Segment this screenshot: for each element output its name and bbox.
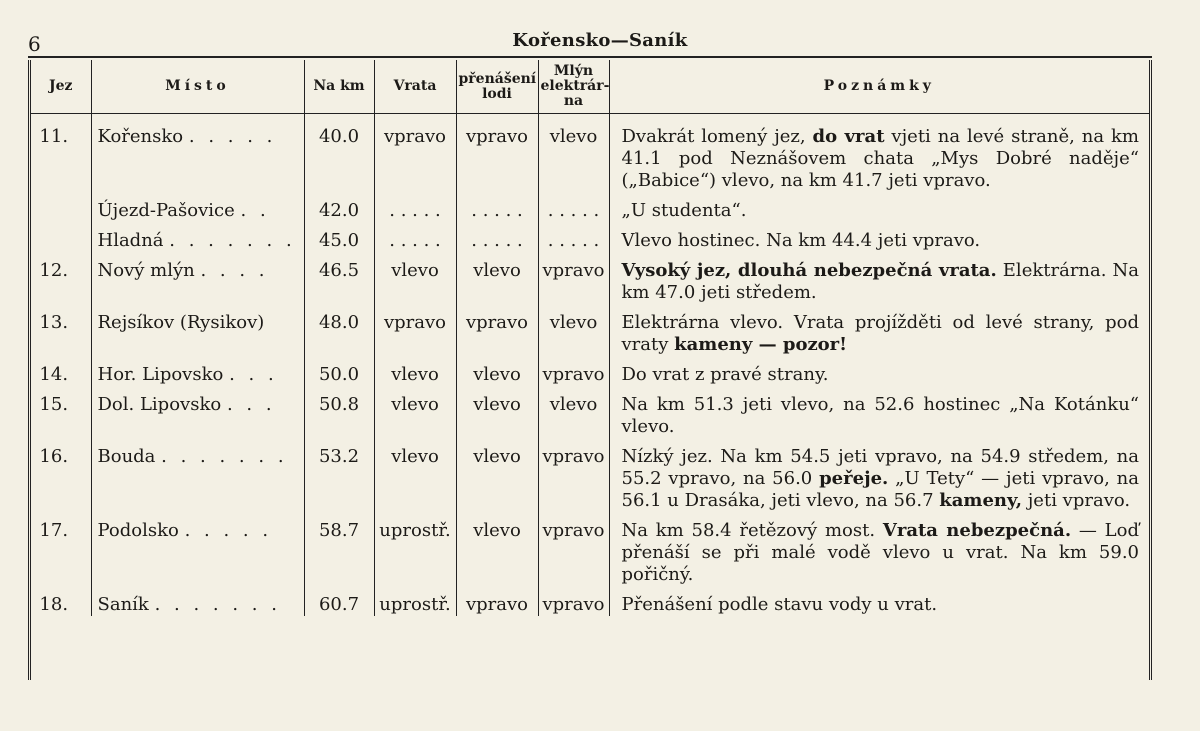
cell-na-km: 60.7 bbox=[304, 586, 374, 616]
note-text: vjeti na levé straně, na km 41.1 pod Neznášovem chata „Mys Dobré naděje“ („Babice“) vlevo, na km 41.7 jeti vpravo. bbox=[621, 126, 1139, 191]
place-name: Újezd-Pašovice bbox=[97, 200, 235, 221]
table-row bbox=[31, 114, 1149, 193]
cell-mlyn: vlevo bbox=[538, 386, 609, 438]
cell-poznamky bbox=[609, 438, 1149, 512]
cell-prenaseni: vpravo bbox=[456, 586, 538, 616]
weir-table-frame bbox=[28, 60, 1152, 680]
col-header-na-km: Na km bbox=[304, 60, 374, 114]
leader-dots: . . . . . . . bbox=[169, 230, 296, 251]
col-header-jez: Jez bbox=[31, 60, 91, 114]
cell-jez: 17. bbox=[31, 512, 91, 586]
cell-misto bbox=[91, 304, 304, 356]
place-name: Rejsíkov (Rysikov) bbox=[97, 312, 265, 333]
cell-na-km: 45.0 bbox=[304, 222, 374, 252]
leader-dots: . . . . . . . bbox=[161, 446, 288, 467]
cell-vrata: vpravo bbox=[374, 114, 456, 193]
place-name: Saník bbox=[97, 594, 149, 615]
note-emphasis: kameny — pozor! bbox=[674, 334, 848, 355]
note-emphasis: do vrat bbox=[812, 126, 885, 147]
col-header-prenaseni: přenášení lodi bbox=[456, 60, 538, 114]
note-text: jeti vpravo. bbox=[1022, 490, 1131, 511]
cell-mlyn: . . . . . bbox=[538, 192, 609, 222]
leader-dots: . . . bbox=[229, 364, 278, 385]
place-name: Hor. Lipovsko bbox=[97, 364, 224, 385]
cell-prenaseni: vlevo bbox=[456, 356, 538, 386]
cell-misto bbox=[91, 192, 304, 222]
place-name: Nový mlýn bbox=[97, 260, 195, 281]
note-text: Vlevo hostinec. Na km 44.4 jeti vpravo. bbox=[621, 230, 981, 251]
note-emphasis: peřeje. bbox=[819, 468, 889, 489]
cell-na-km: 40.0 bbox=[304, 114, 374, 193]
cell-jez bbox=[31, 222, 91, 252]
cell-mlyn: vlevo bbox=[538, 304, 609, 356]
cell-na-km: 42.0 bbox=[304, 192, 374, 222]
cell-misto bbox=[91, 512, 304, 586]
cell-vrata: uprostř. bbox=[374, 586, 456, 616]
cell-vrata: vlevo bbox=[374, 356, 456, 386]
cell-prenaseni: vlevo bbox=[456, 386, 538, 438]
cell-misto bbox=[91, 222, 304, 252]
col-header-mlyn: Mlýn elektrár- na bbox=[538, 60, 609, 114]
cell-prenaseni: vpravo bbox=[456, 304, 538, 356]
cell-vrata: . . . . . bbox=[374, 192, 456, 222]
cell-poznamky bbox=[609, 304, 1149, 356]
cell-misto bbox=[91, 114, 304, 193]
cell-mlyn: vpravo bbox=[538, 586, 609, 616]
note-text: Elektrárna. Na km 47.0 jeti středem. bbox=[621, 260, 1139, 303]
cell-poznamky bbox=[609, 586, 1149, 616]
cell-vrata: vlevo bbox=[374, 252, 456, 304]
cell-prenaseni: vpravo bbox=[456, 114, 538, 193]
note-text: — Loď přenáší se při malé vodě vlevo u vrat. Na km 59.0 pořičný. bbox=[621, 520, 1139, 585]
note-text: Nízký jez. Na km 54.5 jeti vpravo, na 54.9 středem, na 55.2 vpravo, na 56.0 bbox=[621, 446, 1139, 489]
table-row bbox=[31, 586, 1149, 616]
cell-jez: 11. bbox=[31, 114, 91, 193]
leader-dots: . . . . . bbox=[184, 520, 273, 541]
cell-misto bbox=[91, 586, 304, 616]
cell-na-km: 46.5 bbox=[304, 252, 374, 304]
cell-jez: 16. bbox=[31, 438, 91, 512]
cell-mlyn: vpravo bbox=[538, 438, 609, 512]
cell-poznamky bbox=[609, 114, 1149, 193]
place-name: Dol. Lipovsko bbox=[97, 394, 222, 415]
col-header-misto: Místo bbox=[91, 60, 304, 114]
place-name: Podolsko bbox=[97, 520, 179, 541]
cell-jez bbox=[31, 192, 91, 222]
note-emphasis: kameny, bbox=[939, 490, 1022, 511]
cell-mlyn: vpravo bbox=[538, 356, 609, 386]
note-text: Dvakrát lomený jez, bbox=[621, 126, 813, 147]
header-rule bbox=[28, 56, 1152, 58]
note-text: Přenášení podle stavu vody u vrat. bbox=[621, 594, 938, 615]
cell-vrata: vlevo bbox=[374, 386, 456, 438]
note-text: Na km 58.4 řetězový most. bbox=[621, 520, 883, 541]
weir-table bbox=[31, 60, 1149, 616]
note-text: Na km 51.3 jeti vlevo, na 52.6 hostinec „Na Kotánku“ vlevo. bbox=[621, 394, 1139, 437]
cell-vrata: vpravo bbox=[374, 304, 456, 356]
cell-vrata: vlevo bbox=[374, 438, 456, 512]
table-row bbox=[31, 512, 1149, 586]
cell-na-km: 58.7 bbox=[304, 512, 374, 586]
cell-poznamky bbox=[609, 386, 1149, 438]
cell-na-km: 48.0 bbox=[304, 304, 374, 356]
cell-jez: 15. bbox=[31, 386, 91, 438]
table-row bbox=[31, 438, 1149, 512]
table-row bbox=[31, 192, 1149, 222]
cell-prenaseni: vlevo bbox=[456, 512, 538, 586]
leader-dots: . . . bbox=[226, 394, 276, 415]
note-text: „U studenta“. bbox=[621, 200, 747, 221]
cell-misto bbox=[91, 252, 304, 304]
cell-mlyn: vpravo bbox=[538, 512, 609, 586]
note-emphasis: Vrata nebezpečná. bbox=[882, 520, 1072, 541]
cell-jez: 13. bbox=[31, 304, 91, 356]
cell-mlyn: vpravo bbox=[538, 252, 609, 304]
cell-poznamky bbox=[609, 512, 1149, 586]
cell-misto bbox=[91, 356, 304, 386]
note-emphasis: Vysoký jez, dlouhá nebezpečná vrata. bbox=[621, 260, 997, 281]
leader-dots: . . . . bbox=[200, 260, 269, 281]
cell-poznamky bbox=[609, 222, 1149, 252]
table-header-row bbox=[31, 60, 1149, 114]
cell-na-km: 50.0 bbox=[304, 356, 374, 386]
cell-mlyn: . . . . . bbox=[538, 222, 609, 252]
cell-poznamky bbox=[609, 252, 1149, 304]
place-name: Kořensko bbox=[97, 126, 184, 147]
cell-misto bbox=[91, 386, 304, 438]
cell-vrata: uprostř. bbox=[374, 512, 456, 586]
cell-na-km: 53.2 bbox=[304, 438, 374, 512]
place-name: Hladná bbox=[97, 230, 164, 251]
cell-vrata: . . . . . bbox=[374, 222, 456, 252]
col-header-poznamky: Poznámky bbox=[609, 60, 1149, 114]
cell-misto bbox=[91, 438, 304, 512]
note-text: Do vrat z pravé strany. bbox=[621, 364, 829, 385]
note-text: Elektrárna vlevo. Vrata projížděti od levé strany, pod vraty bbox=[621, 312, 1139, 355]
page-title: Kořensko—Saník bbox=[512, 30, 688, 51]
page-number: 6 bbox=[28, 32, 41, 56]
table-row bbox=[31, 304, 1149, 356]
col-header-vrata: Vrata bbox=[374, 60, 456, 114]
leader-dots: . . bbox=[240, 200, 270, 221]
leader-dots: . . . . . . . bbox=[154, 594, 281, 615]
table-row bbox=[31, 252, 1149, 304]
cell-jez: 14. bbox=[31, 356, 91, 386]
cell-prenaseni: . . . . . bbox=[456, 192, 538, 222]
cell-prenaseni: vlevo bbox=[456, 252, 538, 304]
cell-poznamky bbox=[609, 356, 1149, 386]
leader-dots: . . . . . bbox=[188, 126, 277, 147]
table-row bbox=[31, 356, 1149, 386]
table-row bbox=[31, 222, 1149, 252]
cell-poznamky bbox=[609, 192, 1149, 222]
cell-mlyn: vlevo bbox=[538, 114, 609, 193]
cell-prenaseni: . . . . . bbox=[456, 222, 538, 252]
cell-na-km: 50.8 bbox=[304, 386, 374, 438]
table-row bbox=[31, 386, 1149, 438]
cell-prenaseni: vlevo bbox=[456, 438, 538, 512]
cell-jez: 12. bbox=[31, 252, 91, 304]
place-name: Bouda bbox=[97, 446, 156, 467]
note-text: „U Tety“ — jeti vpravo, na 56.1 u Drasáka, jeti vlevo, na 56.7 bbox=[621, 468, 1139, 511]
cell-jez: 18. bbox=[31, 586, 91, 616]
